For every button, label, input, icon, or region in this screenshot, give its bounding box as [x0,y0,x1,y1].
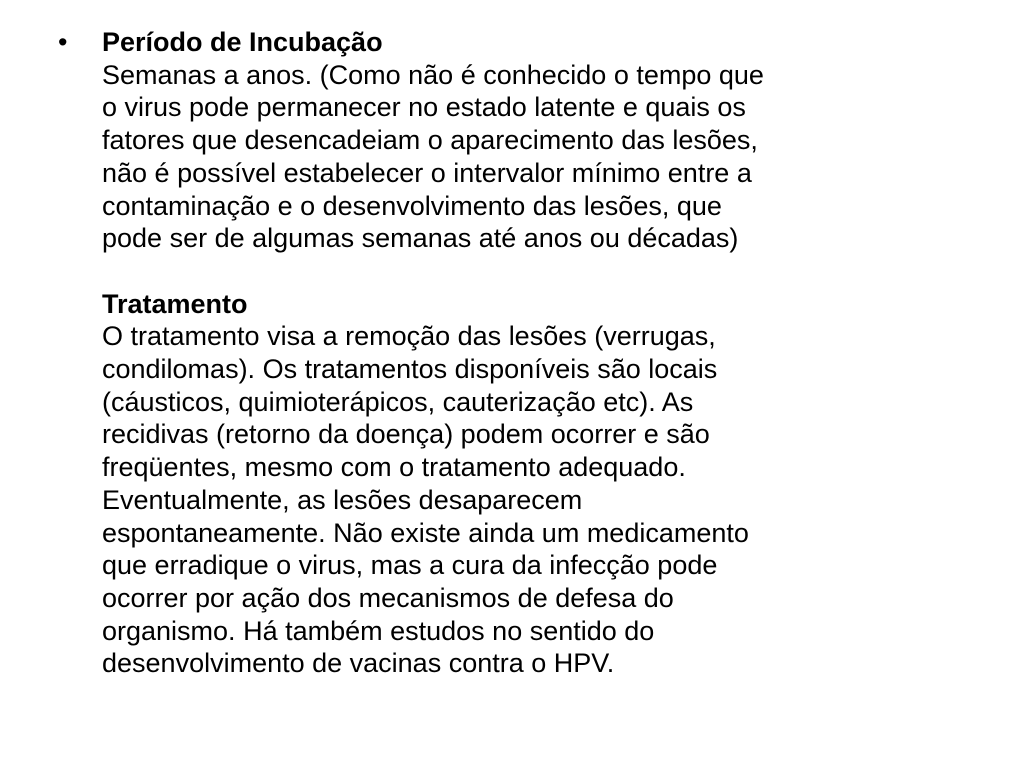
paragraph-line: fatores que desencadeiam o aparecimento das lesões, [102,125,758,156]
paragraph-line: condilomas). Os tratamentos disponíveis são locais [102,354,718,385]
bullet-marker: • [58,27,68,57]
paragraph-line: contaminação e o desenvolvimento das lesões, que [102,190,722,221]
bullet-content [102,26,962,680]
paragraph-line: (cáusticos, quimioterápicos, cauterização etc). As [102,386,694,417]
paragraph-line: desenvolvimento de vacinas contra o HPV. [102,648,615,679]
paragraph-line: Semanas a anos. (Como não é conhecido o tempo que [102,59,764,90]
paragraph-line: ocorrer por ação dos mecanismos de defesa do [102,582,674,613]
paragraph-line: que erradique o virus, mas a cura da infecção pode [102,550,718,581]
paragraph-line: freqüentes, mesmo com o tratamento adequado. [102,452,686,483]
paragraph-line: O tratamento visa a remoção das lesões (verrugas, [102,321,716,352]
paragraph-line: organismo. Há também estudos no sentido do [102,615,655,646]
paragraph-line: espontaneamente. Não existe ainda um medicamento [102,517,749,548]
paragraph-line: o virus pode permanecer no estado latente e quais os [102,92,746,123]
paragraph-line: não é possível estabelecer o intervalor mínimo entre a [102,157,752,188]
paragraph-line: recidivas (retorno da doença) podem ocorrer e são [102,419,710,450]
section-heading-treatment: Tratamento [102,288,248,319]
section-heading-incubation: Período de Incubação [102,27,383,57]
paragraph-line: pode ser de algumas semanas até anos ou décadas) [102,223,739,254]
section-spacer [102,255,962,288]
paragraph-line: Eventualmente, as lesões desaparecem [102,484,583,515]
